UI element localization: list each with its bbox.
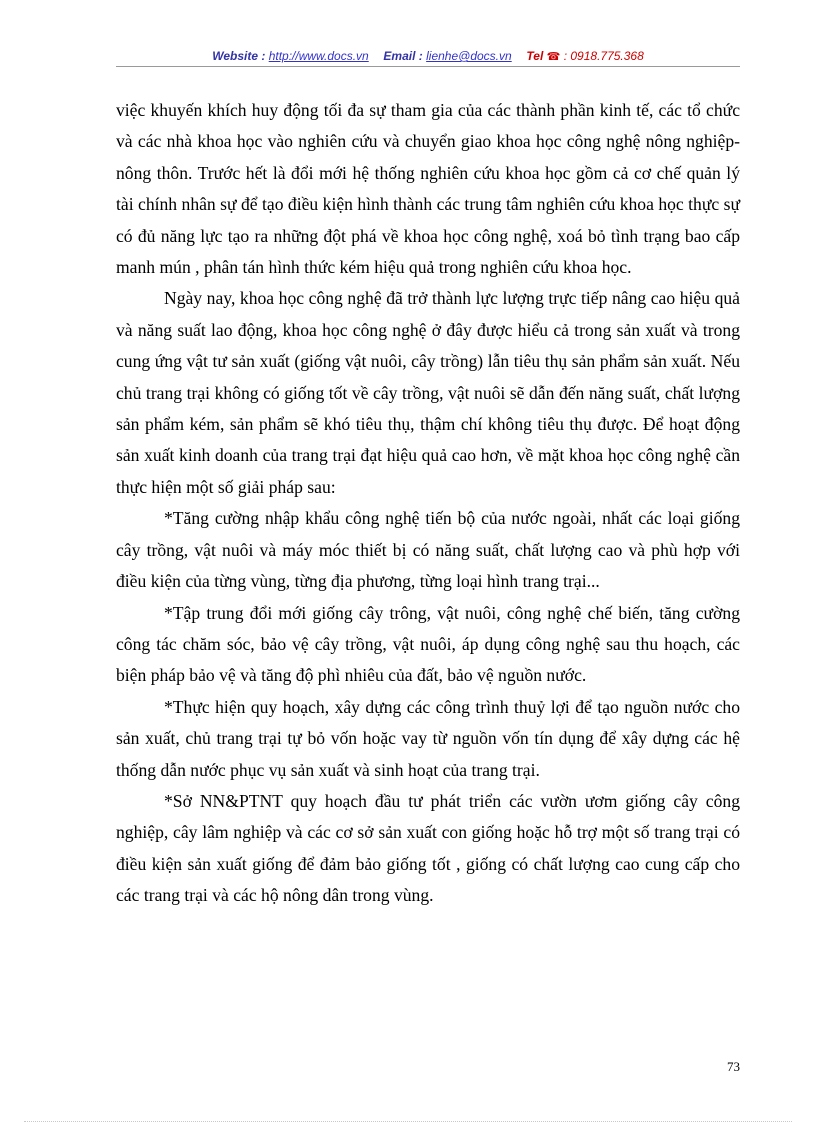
email-label: Email <box>383 49 416 63</box>
tel-label: Tel <box>526 49 544 63</box>
email-separator: : <box>418 49 423 63</box>
page-bottom-divider <box>24 1121 792 1122</box>
paragraph-5: *Thực hiện quy hoạch, xây dựng các công trình thuỷ lợi để tạo nguồn nước cho sản xuất, chủ trang trại tự bỏ vốn hoặc vay từ nguồn vốn tín dụng để xây dựng các hệ thống dẫn nước phục vụ sản xuất và sinh hoạt của trang trại. <box>116 696 740 780</box>
paragraph-2: Ngày nay, khoa học công nghệ đã trở thành lực lượng trực tiếp nâng cao hiệu quả và năng suất lao động, khoa học công nghệ ở đây được hiểu cả trong sản xuất và trong cung ứng vật tư sản xuất (giống vật nuôi, cây trồng) lẫn tiêu thụ sản phẩm sản xuất. Nếu chủ trang trại không có giống tốt về cây trồng, vật nuôi sẽ dẫn đến năng suất, chất lượng sản phẩm kém, sản phẩm sẽ khó tiêu thụ, thậm chí không tiêu thụ được. Để hoạt động sản xuất kinh doanh của trang trại đạt hiệu quả cao hơn, về mặt khoa học công nghệ cần thực hiện một số giải pháp sau: <box>116 288 740 497</box>
website-label: Website : <box>212 49 266 63</box>
tel-separator: : <box>563 49 568 63</box>
page-header <box>116 46 740 67</box>
paragraph-6: *Sở NN&PTNT quy hoạch đầu tư phát triển các vườn ươm giống cây công nghiệp, cây lâm nghiệp và các cơ sở sản xuất con giống hoặc hỗ trợ một số trang trại có điều kiện sản xuất giống để đảm bảo giống tốt , giống có chất lượng cao cung cấp cho các trang trại và các hộ nông dân trong vùng. <box>116 790 740 906</box>
page-number: 73 <box>727 1059 740 1074</box>
document-body <box>116 95 740 912</box>
phone-number: 0918.775.368 <box>570 49 644 63</box>
paragraph-1: việc khuyến khích huy động tối đa sự tham gia của các thành phần kinh tế, các tổ chức và các nhà khoa học vào nghiên cứu và chuyển giao khoa học công nghệ nông nghiệp- nông thôn. Trước hết là đổi mới hệ thống nghiên cứu khoa học gồm cả cơ chế quản lý tài chính nhân sự để tạo điều kiện hình thành các trung tâm nghiên cứu khoa học thực sự có đủ năng lực tạo ra những đột phá về khoa học công nghệ, xoá bỏ tình trạng bao cấp manh mún , phân tán hình thức kém hiệu quả trong nghiên cứu khoa học. <box>116 100 740 278</box>
email-link[interactable]: lienhe@docs.vn <box>426 49 512 63</box>
phone-icon: ☎ <box>546 51 561 63</box>
paragraph-3: *Tăng cường nhập khẩu công nghệ tiến bộ của nước ngoài, nhất các loại giống cây trồng, vật nuôi và máy móc thiết bị có năng suất, chất lượng cao và phù hợp với điều kiện của từng vùng, từng địa phương, từng loại hình trang trại... <box>116 508 740 592</box>
website-link[interactable]: http://www.docs.vn <box>268 49 369 63</box>
paragraph-4: *Tập trung đổi mới giống cây trông, vật nuôi, công nghệ chế biến, tăng cường công tác chăm sóc, bảo vệ cây trồng, vật nuôi, áp dụng công nghệ sau thu hoạch, các biện pháp bảo vệ và tăng độ phì nhiêu của đất, bảo vệ nguồn nước. <box>116 602 740 686</box>
